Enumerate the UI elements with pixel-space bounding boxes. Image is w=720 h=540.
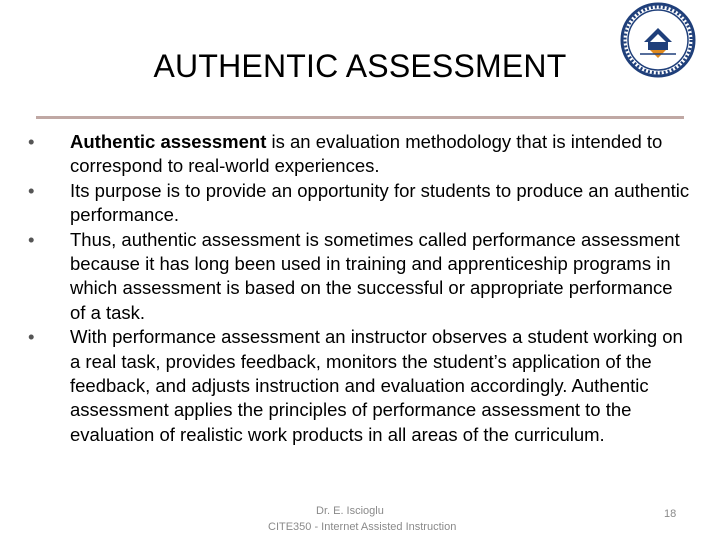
bullet-dot-icon: • bbox=[28, 131, 35, 152]
bullet-bold-text: Authentic assessment bbox=[70, 131, 267, 152]
bullet-text: is an evaluation methodology that is intended to correspond to real-world experiences. bbox=[70, 131, 663, 177]
bullet-list bbox=[26, 130, 692, 447]
title-divider bbox=[36, 116, 684, 119]
bullet-text: With performance assessment an instructor observes a student working on a real task, provides feedback, monitors the student’s application of the feedback, and adjusts instruction and evaluation accordingly. Authentic assessment applies the principles of performance assessment to the evaluation of realistic work products in all areas of the curriculum. bbox=[70, 326, 683, 445]
bullet-item bbox=[26, 179, 692, 228]
bullet-text: Its purpose is to provide an opportunity for students to produce an authentic performance. bbox=[70, 179, 690, 226]
slide-title: AUTHENTIC ASSESSMENT bbox=[153, 48, 567, 84]
page-number: 18 bbox=[664, 508, 677, 520]
bullet-dot-icon: • bbox=[28, 326, 35, 348]
bullet-item bbox=[26, 325, 692, 447]
bullet-item bbox=[26, 130, 692, 179]
footer-author: Dr. E. Iscioglu bbox=[316, 505, 384, 517]
bullet-item bbox=[26, 228, 692, 326]
footer-course: CITE350 - Internet Assisted Instruction bbox=[268, 521, 457, 533]
bullet-dot-icon: • bbox=[28, 228, 35, 250]
bullet-text: Thus, authentic assessment is sometimes called performance assessment because it has long been used in training and apprenticeship programs in which assessment is based on the successful or appropriate performance of a task. bbox=[70, 228, 680, 323]
bullet-dot-icon: • bbox=[28, 179, 35, 201]
university-seal-icon bbox=[620, 2, 696, 78]
